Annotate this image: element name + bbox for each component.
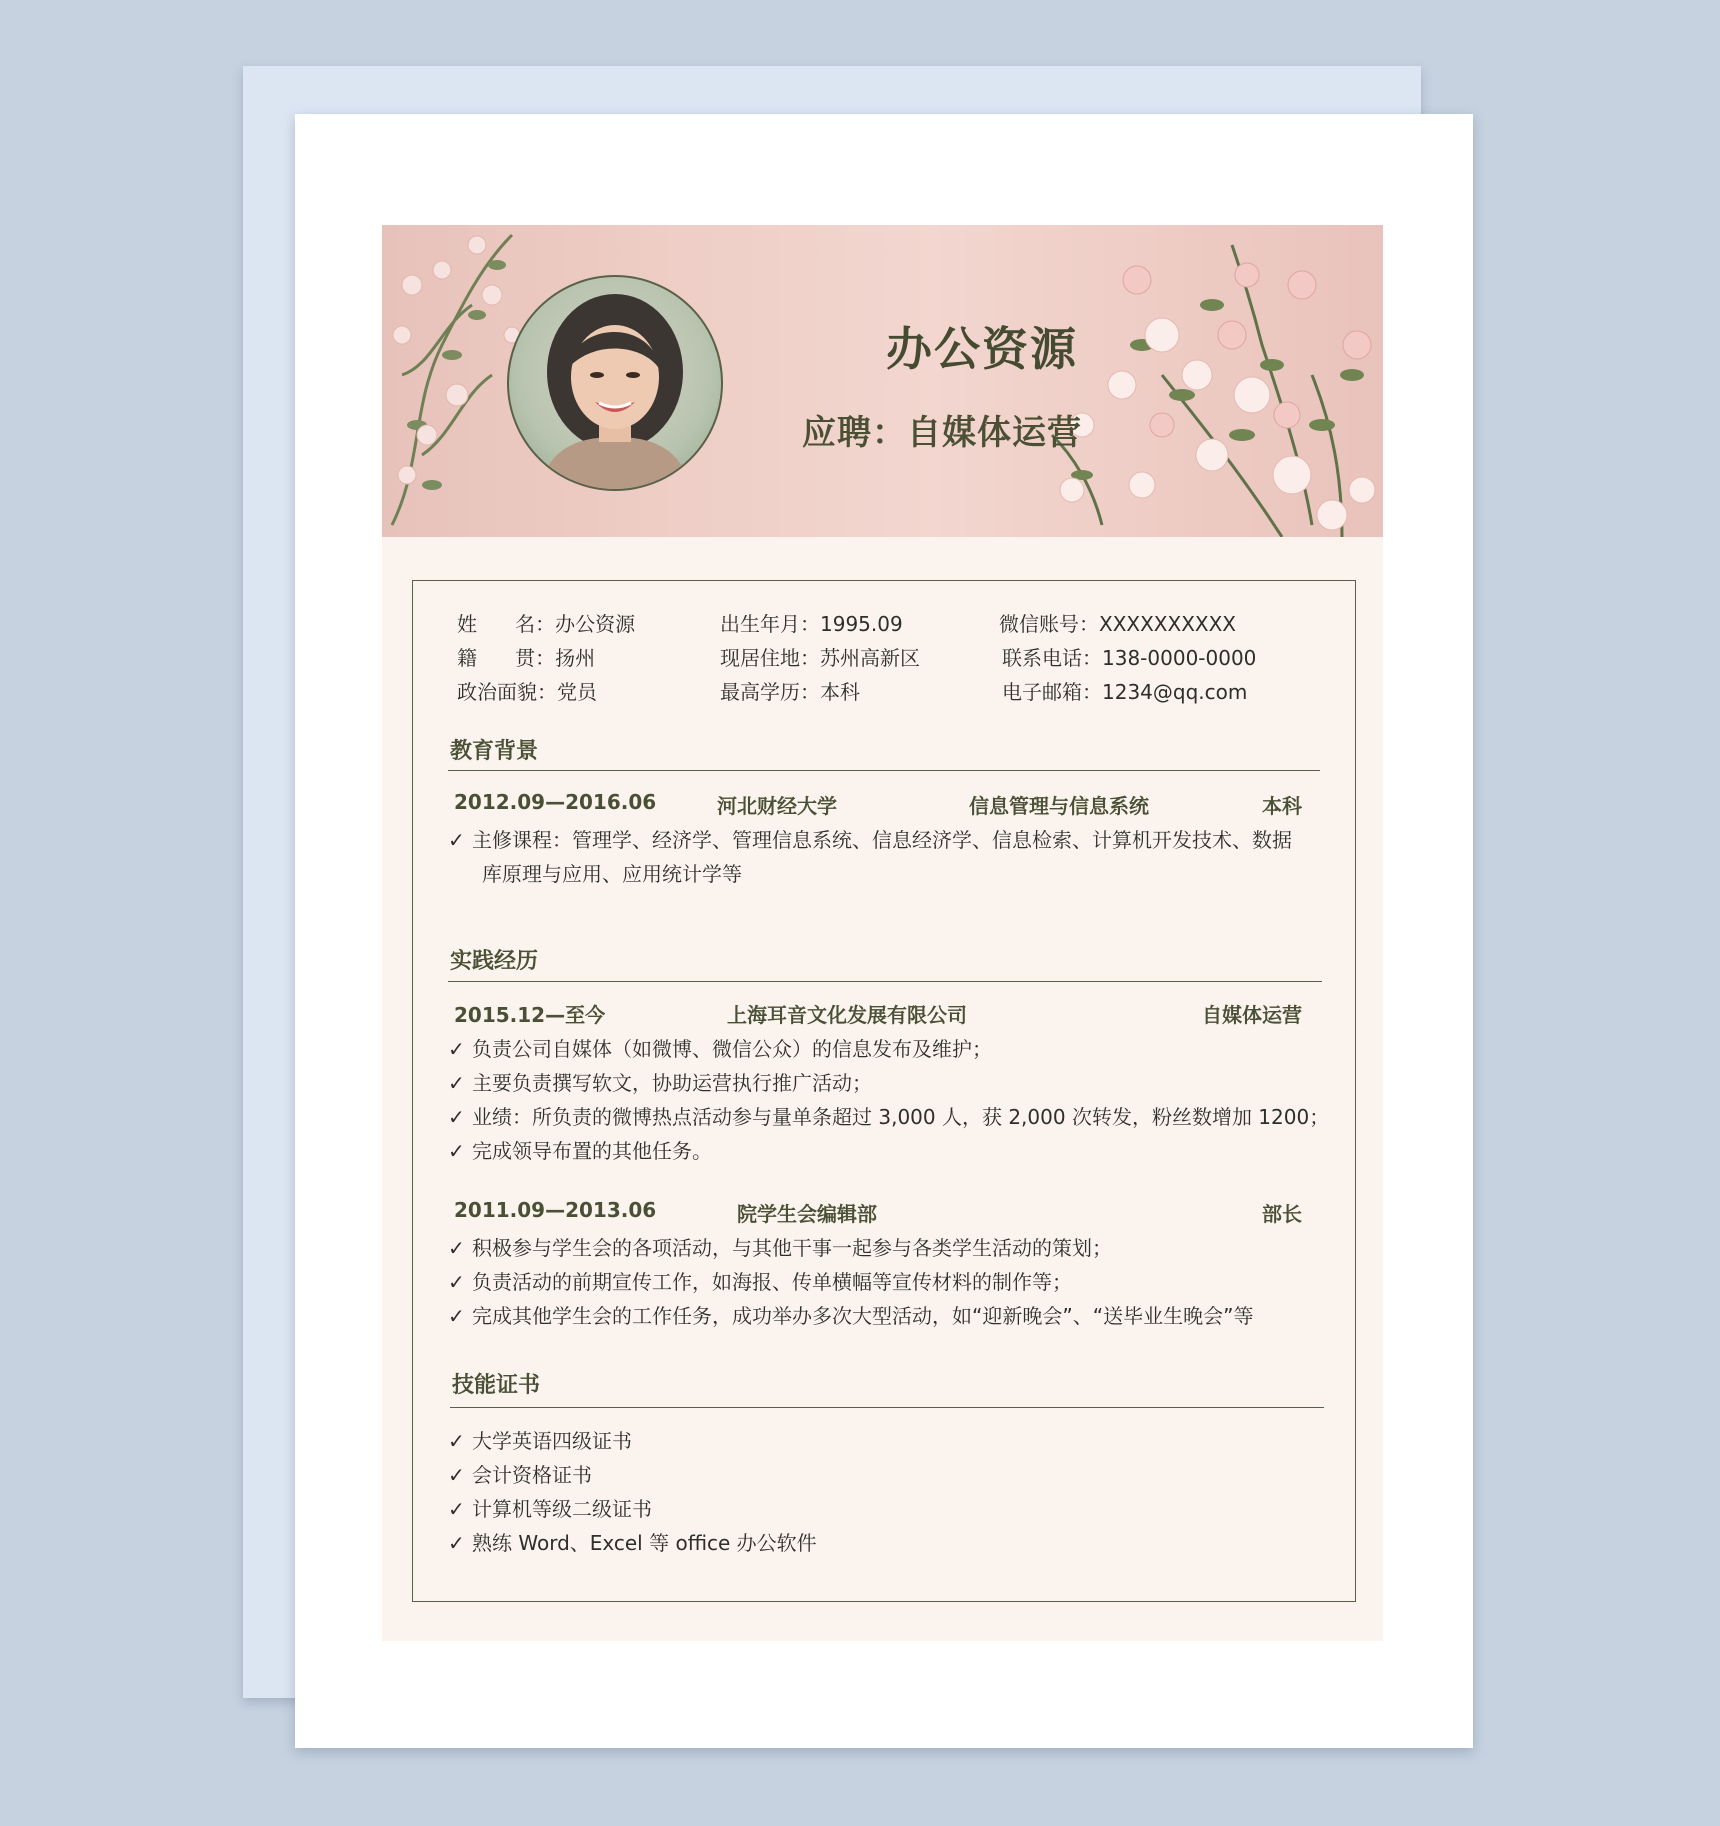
skill-item: 熟练 Word、Excel 等 office 办公软件	[472, 1531, 817, 1555]
list-item	[448, 1101, 1329, 1130]
check-icon: ✓	[448, 1304, 465, 1328]
job2-period: 2011.09—2013.06	[454, 1198, 657, 1222]
info-wechat	[999, 608, 1236, 637]
section-title-skills: 技能证书	[452, 1373, 541, 1398]
section-title-experience: 实践经历	[450, 949, 539, 974]
job1-role: 自媒体运营	[1202, 1003, 1302, 1027]
check-icon: ✓	[448, 1270, 465, 1294]
job1-company: 上海耳音文化发展有限公司	[727, 1003, 967, 1027]
list-item	[448, 1033, 992, 1062]
check-icon: ✓	[448, 1463, 465, 1487]
job1-period: 2015.12—至今	[454, 1003, 606, 1027]
job2-item: 负责活动的前期宣传工作，如海报、传单横幅等宣传材料的制作等；	[472, 1270, 1072, 1294]
check-icon: ✓	[448, 1497, 465, 1521]
section-divider-skills	[450, 1407, 1324, 1408]
info-email	[1002, 676, 1247, 705]
section-divider-experience	[448, 981, 1322, 982]
info-political-label: 政治面貌：	[457, 680, 557, 704]
check-icon: ✓	[448, 1236, 465, 1260]
info-name-label: 姓 名：	[457, 612, 556, 636]
info-name-value: 办公资源	[555, 612, 636, 636]
list-item	[448, 1493, 652, 1522]
check-icon: ✓	[448, 1531, 465, 1555]
info-email-value: 1234@qq.com	[1102, 680, 1248, 704]
check-icon: ✓	[448, 1071, 465, 1095]
portrait-avatar-icon	[509, 277, 721, 489]
job1-item: 主要负责撰写软文，协助运营执行推广活动；	[472, 1071, 872, 1095]
info-residence-value: 苏州高新区	[820, 646, 920, 670]
info-origin-label: 籍 贯：	[457, 646, 556, 670]
job2-role: 部长	[1262, 1202, 1302, 1226]
info-wechat-label: 微信账号：	[999, 612, 1099, 636]
list-item	[448, 1135, 712, 1164]
info-birth	[720, 608, 903, 637]
info-birth-value: 1995.09	[820, 612, 903, 636]
info-education-value: 本科	[820, 680, 860, 704]
section-title-education: 教育背景	[450, 739, 539, 764]
info-residence	[720, 642, 920, 671]
check-icon: ✓	[448, 1105, 465, 1129]
info-education	[720, 676, 860, 705]
education-courses-line2: 库原理与应用、应用统计学等	[482, 862, 742, 886]
job2-item: 完成其他学生会的工作任务，成功举办多次大型活动，如“迎新晚会”、“送毕业生晚会”等	[472, 1304, 1254, 1328]
job2-company: 院学生会编辑部	[737, 1202, 877, 1226]
education-major: 信息管理与信息系统	[969, 794, 1149, 818]
resume-page	[382, 225, 1383, 1641]
list-item	[448, 1527, 817, 1556]
education-degree: 本科	[1262, 794, 1302, 818]
job1-item: 负责公司自媒体（如微博、微信公众）的信息发布及维护；	[472, 1037, 992, 1061]
info-wechat-value: XXXXXXXXXX	[1099, 612, 1237, 636]
list-item	[448, 1067, 872, 1096]
section-divider-education	[448, 770, 1320, 771]
check-icon: ✓	[448, 1139, 465, 1163]
skill-item: 会计资格证书	[472, 1463, 592, 1487]
info-origin	[457, 642, 595, 671]
list-item	[448, 1300, 1253, 1329]
info-birth-label: 出生年月：	[720, 612, 820, 636]
education-courses-line1: 主修课程：管理学、经济学、管理信息系统、信息经济学、信息检索、计算机开发技术、数据	[472, 828, 1292, 852]
education-school: 河北财经大学	[717, 794, 837, 818]
list-item	[448, 1425, 632, 1454]
list-item	[448, 824, 1292, 853]
job-title: 应聘：自媒体运营	[802, 413, 1082, 453]
job1-item: 业绩：所负责的微博热点活动参与量单条超过 3,000 人，获 2,000 次转发，粉丝数增加 1200；	[472, 1105, 1330, 1129]
header-banner	[382, 225, 1383, 537]
info-residence-label: 现居住地：	[720, 646, 820, 670]
list-item	[448, 1459, 592, 1488]
info-name	[457, 608, 635, 637]
info-phone-label: 联系电话：	[1002, 646, 1102, 670]
info-phone-value: 138-0000-0000	[1102, 646, 1257, 670]
job2-item: 积极参与学生会的各项活动，与其他干事一起参与各类学生活动的策划；	[472, 1236, 1112, 1260]
skill-item: 计算机等级二级证书	[472, 1497, 652, 1521]
info-phone	[1002, 642, 1256, 671]
info-political	[457, 676, 597, 705]
list-item	[448, 1266, 1072, 1295]
info-education-label: 最高学历：	[720, 680, 820, 704]
info-political-value: 党员	[557, 680, 597, 704]
check-icon: ✓	[448, 1037, 465, 1061]
check-icon: ✓	[448, 828, 465, 852]
list-item	[448, 1232, 1112, 1261]
info-origin-value: 扬州	[555, 646, 596, 670]
applicant-name-title: 办公资源	[886, 322, 1078, 376]
info-email-label: 电子邮箱：	[1002, 680, 1102, 704]
education-period: 2012.09—2016.06	[454, 790, 657, 814]
skill-item: 大学英语四级证书	[472, 1429, 632, 1453]
check-icon: ✓	[448, 1429, 465, 1453]
profile-photo	[507, 275, 723, 491]
job1-item: 完成领导布置的其他任务。	[472, 1139, 712, 1163]
